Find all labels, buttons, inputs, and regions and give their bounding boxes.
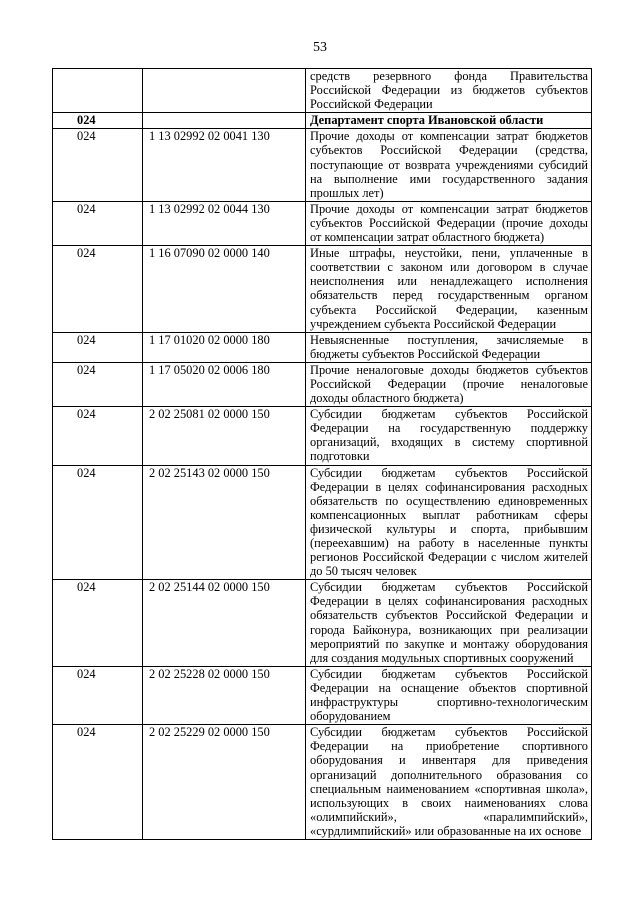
table-row (53, 362, 592, 406)
revenue-code-cell: 1 17 01020 02 0000 180 (143, 332, 306, 362)
revenue-code-cell: 2 02 25081 02 0000 150 (143, 407, 306, 465)
revenue-code-cell: 2 02 25144 02 0000 150 (143, 580, 306, 667)
admin-code-cell (53, 69, 143, 113)
revenue-name-cell: Субсидии бюджетам субъектов Российской Федерации на оснащение объектов спортивной инфраструктуры спортивно-технологическим оборудованием (306, 666, 592, 724)
admin-code-cell: 024 (53, 666, 143, 724)
admin-code-cell: 024 (53, 580, 143, 667)
revenue-code-cell (143, 113, 306, 129)
revenue-name-cell: Прочие доходы от компенсации затрат бюджетов субъектов Российской Федерации (средства, поступающие от возврата учреждениями субсидий на выполнение ими государственного задания прошлых лет) (306, 129, 592, 201)
admin-code-cell: 024 (53, 129, 143, 201)
revenue-name-cell: Субсидии бюджетам субъектов Российской Федерации на государственную поддержку организаций, входящих в систему спортивной подготовки (306, 407, 592, 465)
table-row (53, 332, 592, 362)
admin-code-cell: 024 (53, 725, 143, 840)
admin-code-cell: 024 (53, 362, 143, 406)
revenue-name-cell: Субсидии бюджетам субъектов Российской Федерации в целях софинансирования расходных обязательств субъектов Российской Федерации и города Байконура, возникающих при реализации мероприятий по закупке и монтажу оборудования для создания модульных спортивных сооружений (306, 580, 592, 667)
admin-code-cell: 024 (53, 201, 143, 245)
revenue-name-cell: Невыясненные поступления, зачисляемые в бюджеты субъектов Российской Федерации (306, 332, 592, 362)
revenue-code-cell: 1 13 02992 02 0041 130 (143, 129, 306, 201)
admin-code-cell: 024 (53, 332, 143, 362)
table-row (53, 465, 592, 580)
revenue-code-cell: 2 02 25228 02 0000 150 (143, 666, 306, 724)
budget-classification-table (52, 68, 592, 840)
admin-code-cell: 024 (53, 465, 143, 580)
revenue-code-cell: 2 02 25229 02 0000 150 (143, 725, 306, 840)
revenue-name-cell: Иные штрафы, неустойки, пени, уплаченные в соответствии с законом или договором в случае неисполнения или ненадлежащего исполнения обязательств перед государственным органом субъекта Российской Федерации, казенным учреждением субъекта Российской Федерации (306, 246, 592, 333)
table-row (53, 725, 592, 840)
admin-code-cell: 024 (53, 407, 143, 465)
revenue-code-cell: 2 02 25143 02 0000 150 (143, 465, 306, 580)
table-row (53, 129, 592, 201)
table-row (53, 201, 592, 245)
table-row (53, 666, 592, 724)
section-header-row (53, 113, 592, 129)
admin-code-cell: 024 (53, 113, 143, 129)
revenue-code-cell (143, 69, 306, 113)
revenue-code-cell: 1 17 05020 02 0006 180 (143, 362, 306, 406)
admin-code-cell: 024 (53, 246, 143, 333)
revenue-code-cell: 1 13 02992 02 0044 130 (143, 201, 306, 245)
table-row (53, 580, 592, 667)
revenue-code-cell: 1 16 07090 02 0000 140 (143, 246, 306, 333)
page-number: 53 (313, 40, 327, 55)
table-row (53, 69, 592, 113)
revenue-name-cell: Субсидии бюджетам субъектов Российской Федерации на приобретение спортивного оборудования и инвентаря для приведения организаций дополнительного образования со специальным наименованием «спортивная школа», использующих в своих наименованиях слова «олимпийский», «паралимпийский», «сурдлимпийский» или образованные на их основе (306, 725, 592, 840)
revenue-name-cell: Субсидии бюджетам субъектов Российской Федерации в целях софинансирования расходных обязательств по осуществлению единовременных компенсационных выплат работникам сферы физической культуры и спорта, прибывшим (переехавшим) на работу в населенные пункты регионов Российской Федерации с числом жителей до 50 тысяч человек (306, 465, 592, 580)
table-row (53, 246, 592, 333)
revenue-name-cell: средств резервного фонда Правительства Российской Федерации из бюджетов субъектов Российской Федерации (306, 69, 592, 113)
revenue-name-cell: Прочие неналоговые доходы бюджетов субъектов Российской Федерации (прочие неналоговые доходы областного бюджета) (306, 362, 592, 406)
table-row (53, 407, 592, 465)
table-body (53, 69, 592, 840)
revenue-name-cell: Департамент спорта Ивановской области (306, 113, 592, 129)
revenue-name-cell: Прочие доходы от компенсации затрат бюджетов субъектов Российской Федерации (прочие доходы от компенсации затрат областного бюджета) (306, 201, 592, 245)
